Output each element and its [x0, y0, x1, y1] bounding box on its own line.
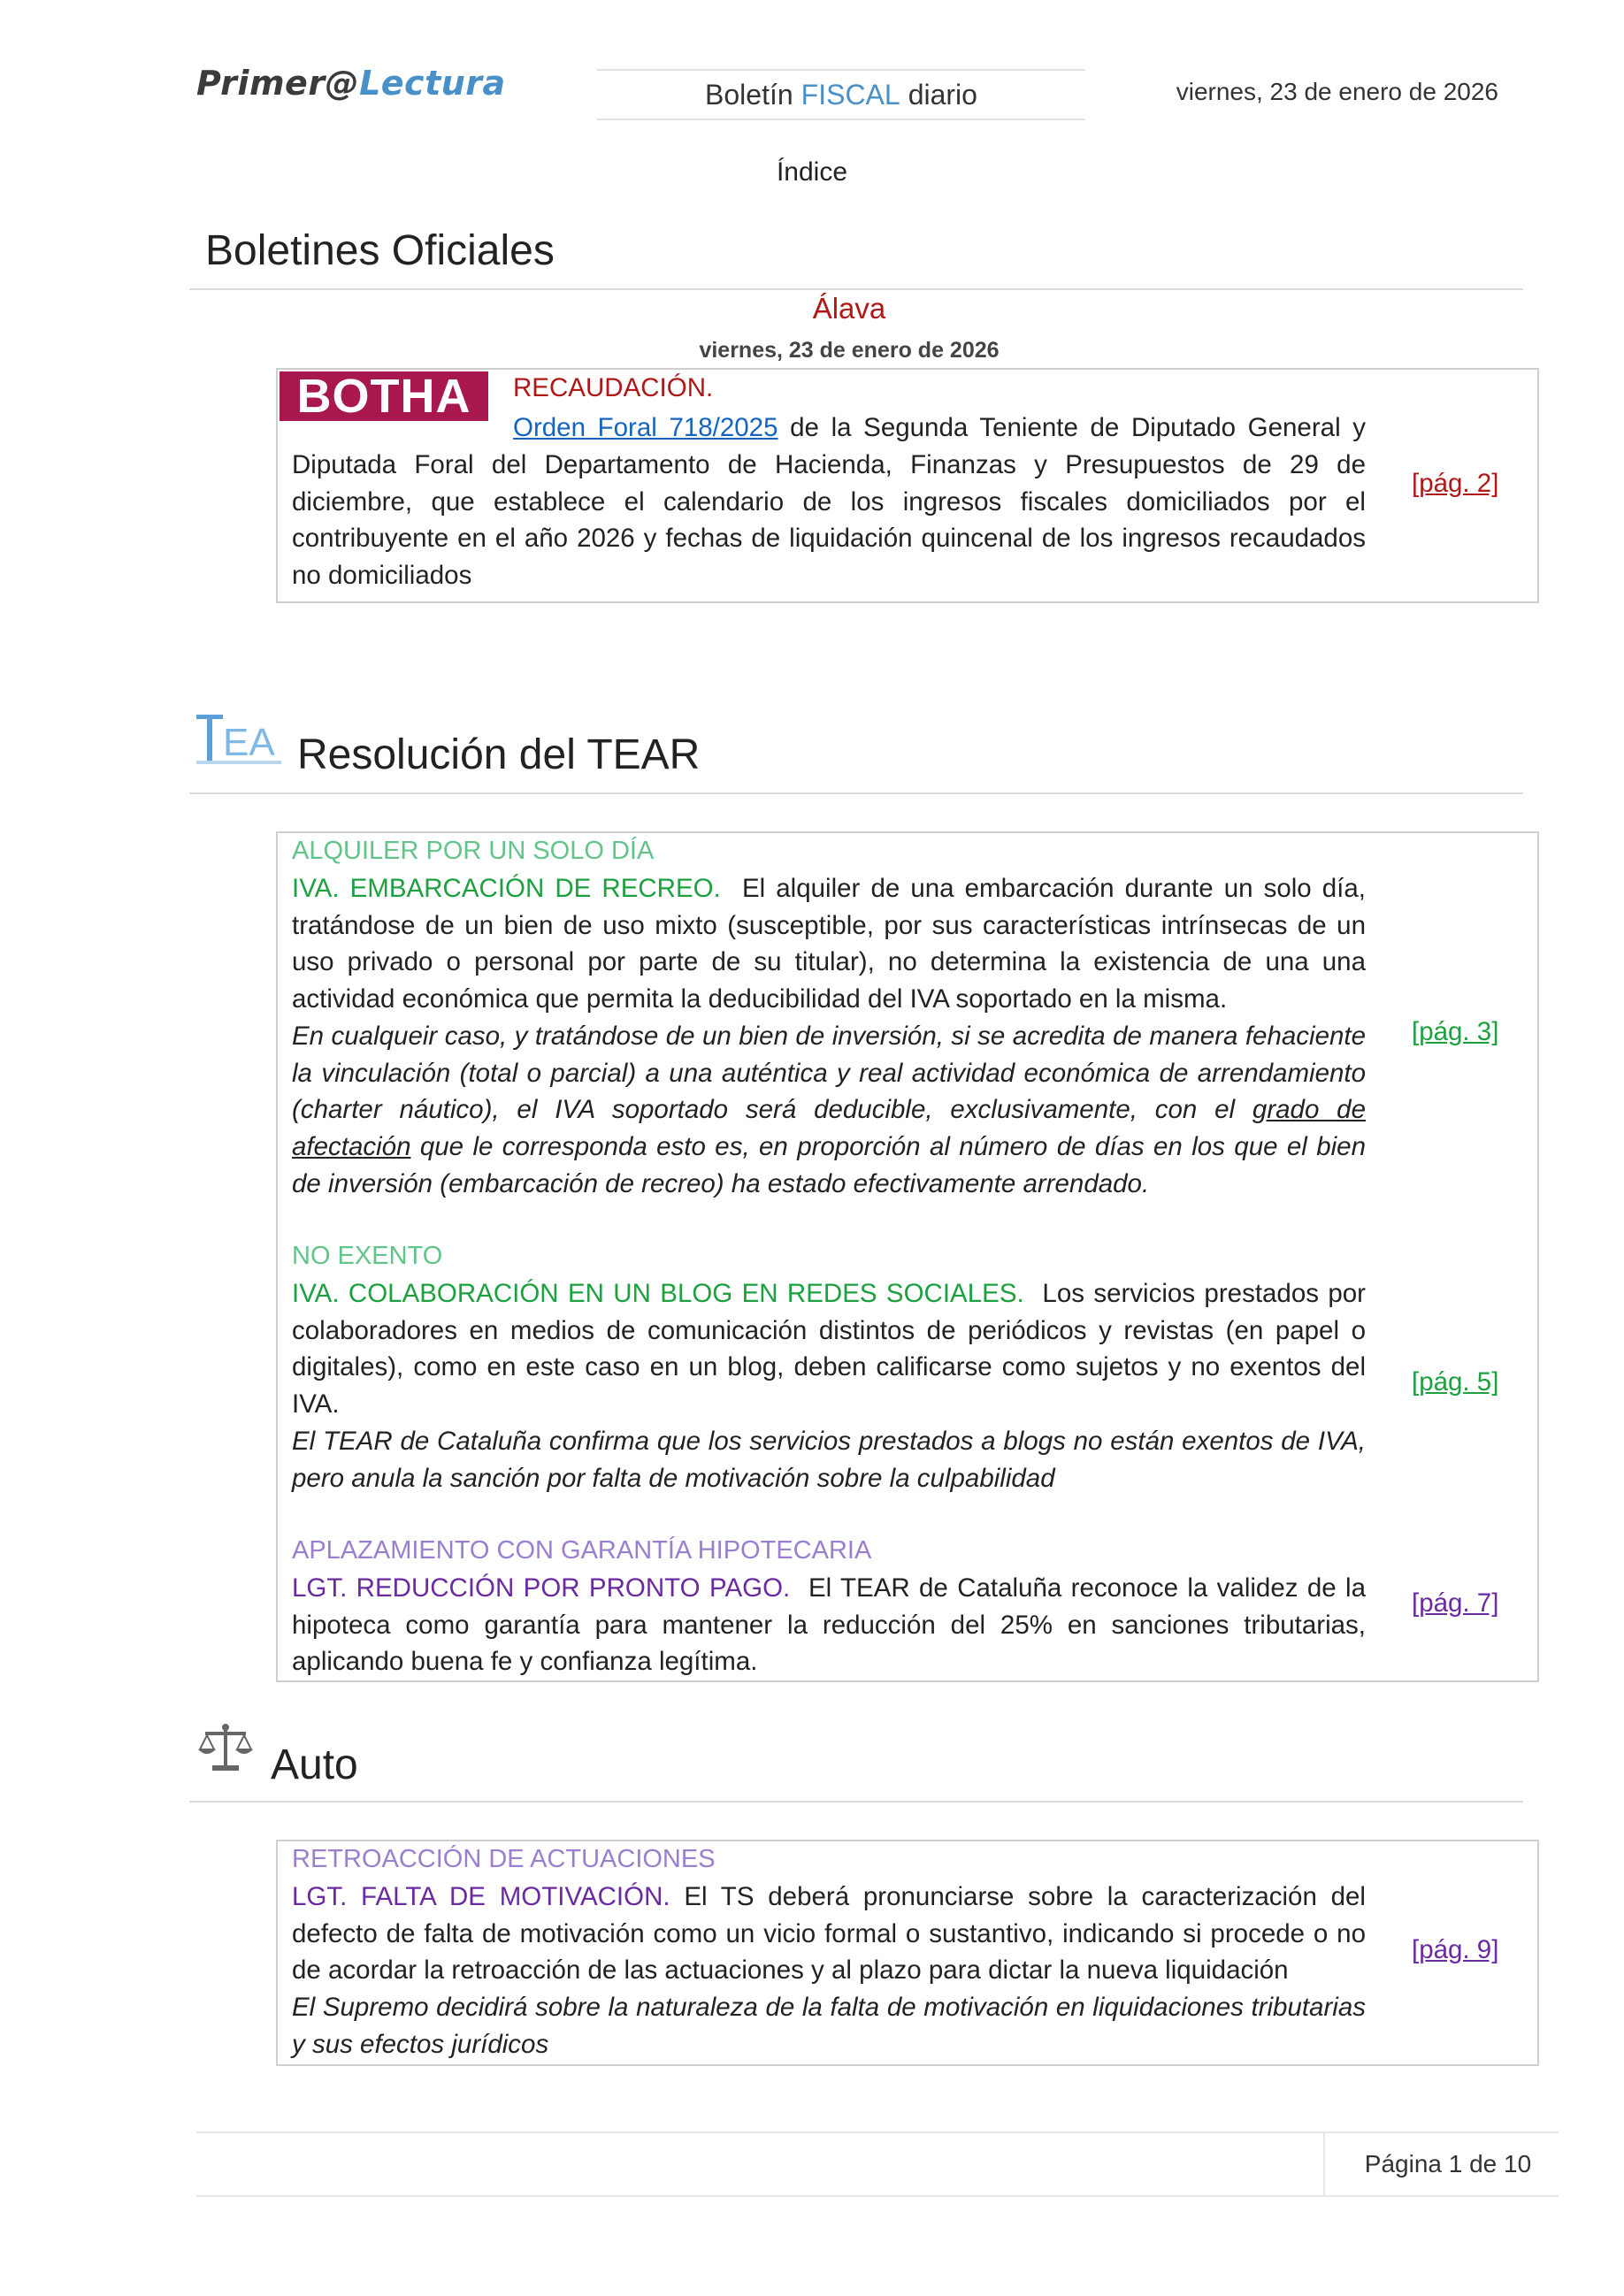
entry-lead: LGT. FALTA DE MOTIVACIÓN. [292, 1882, 670, 1911]
index-heading: Índice [776, 157, 848, 187]
page-ref-link[interactable]: [pág. 9] [1412, 1935, 1499, 1964]
brand-logo [196, 64, 506, 103]
region-date: viernes, 23 de enero de 2026 [699, 338, 1000, 363]
brand-part1: Primer@ [196, 64, 360, 103]
entry-category: NO EXENTO [292, 1242, 443, 1270]
entry-category: RETROACCIÓN DE ACTUACIONES [292, 1845, 716, 1873]
entry-lead: IVA. EMBARCACIÓN DE RECREO. [292, 874, 721, 903]
tea-icon [196, 715, 281, 768]
entry-lead: LGT. REDUCCIÓN POR PRONTO PAGO. [292, 1573, 791, 1603]
entry-italic [292, 1018, 1366, 1203]
section-title-auto: Auto [271, 1741, 358, 1788]
entry-text: Los servicios prestados por colaboradores en medios de comunicación distintos de periódicos y revistas (en papel o digitales), como en este caso en un blog, deben calificarse como sujetos y no exentos del IVA. [292, 1279, 1366, 1420]
page-ref-link[interactable]: [pág. 5] [1412, 1367, 1499, 1397]
page-ref-link[interactable]: [pág. 2] [1412, 469, 1499, 498]
bulletin-title-left: Boletín [705, 78, 793, 111]
bulletin-title-fiscal: FISCAL [801, 78, 900, 111]
entry-category: RECAUDACIÓN. [513, 373, 714, 402]
botha-logo: BOTHA [280, 371, 488, 421]
entry-category: ALQUILER POR UN SOLO DÍA [292, 837, 655, 865]
entry-italic-underlined: grado de afectación [292, 1095, 1366, 1162]
entry-text: El TEAR de Cataluña reconoce la validez de la hipoteca como garantía para mantener la reducción del 25% en sanciones tributarias, aplicando buena fe y confianza legítima. [292, 1573, 1366, 1677]
entry-lead: IVA. COLABORACIÓN EN UN BLOG EN REDES SOCIALES. [292, 1279, 1024, 1308]
entry-italic: El TEAR de Cataluña confirma que los servicios prestados a blogs no están exentos de IVA, pero anula la sanción por falta de motivación sobre la culpabilidad [292, 1427, 1366, 1493]
entry-body [292, 1879, 1366, 1989]
scales-of-justice-icon [196, 1723, 255, 1774]
page-ref-link[interactable]: [pág. 7] [1412, 1588, 1499, 1618]
svg-text:EA: EA [223, 721, 275, 764]
entry-body [292, 1275, 1366, 1423]
page-ref-link[interactable]: [pág. 3] [1412, 1017, 1499, 1046]
entry-first-line [513, 409, 1366, 447]
entry-body [292, 1570, 1366, 1680]
entry-text: El alquiler de una embarcación durante un solo día, tratándose de un bien de uso mixto (susceptible, por sus características intrínsecas de un uso privado o personal por parte de su titular), no determina la existencia de una una actividad económica que permita la deducibilidad del IVA soportado en la misma. [292, 874, 1366, 1014]
entry-body [292, 870, 1366, 1018]
entry-italic-b: que le corresponda esto es, en proporción al número de días en los que el bien de inversión (embarcación de recreo) ha estado efectivamente arrendado. [292, 1132, 1366, 1198]
entry-italic: El Supremo decidirá sobre la naturaleza de la falta de motivación en liquidaciones tributarias y sus efectos jurídicos [292, 1993, 1366, 2059]
entry-body-line1: de la Segunda Teniente de Diputado General y [778, 413, 1366, 442]
section-title-boletines: Boletines Oficiales [205, 227, 555, 274]
header-date: viernes, 23 de enero de 2026 [1176, 78, 1498, 105]
entry-body: Diputada Foral del Departamento de Hacienda, Finanzas y Presupuestos de 29 de diciembre, que establece el calendario de los ingresos fiscales domiciliados por el contribuyente en el año 2026 y fechas de liquidación quincenal de los ingresos recaudados no domiciliados [292, 450, 1366, 591]
brand-part2: Lectura [359, 64, 506, 103]
page-number: Página 1 de 10 [1364, 2150, 1532, 2177]
section-divider [189, 792, 1523, 794]
entry-category: APLAZAMIENTO CON GARANTÍA HIPOTECARIA [292, 1536, 872, 1565]
entry-italic-a: En cualqueir caso, y tratándose de un bien de inversión, si se acredita de manera fehaciente la vinculación (total o parcial) a una auténtica y real actividad económica de arrendamiento (charter náutico), el IVA soportado será deducible, exclusivamente, con el [292, 1022, 1366, 1125]
section-title-tear: Resolución del TEAR [297, 731, 701, 778]
orden-foral-link[interactable]: Orden Foral 718/2025 [513, 413, 778, 442]
section-divider [189, 1801, 1523, 1802]
section-divider [189, 288, 1523, 290]
bulletin-title-right: diario [908, 78, 977, 111]
entry-text: El TS deberá pronunciarse sobre la caracterización del defecto de falta de motivación como un vicio formal o sustantivo, indicando si procede o no de acordar la retroacción de las actuaciones y al plazo para dictar la nueva liquidación [292, 1882, 1366, 1986]
page-footer [196, 2131, 1559, 2197]
footer-separator [1323, 2133, 1325, 2195]
bulletin-title [597, 69, 1085, 120]
region-name: Álava [812, 292, 886, 325]
